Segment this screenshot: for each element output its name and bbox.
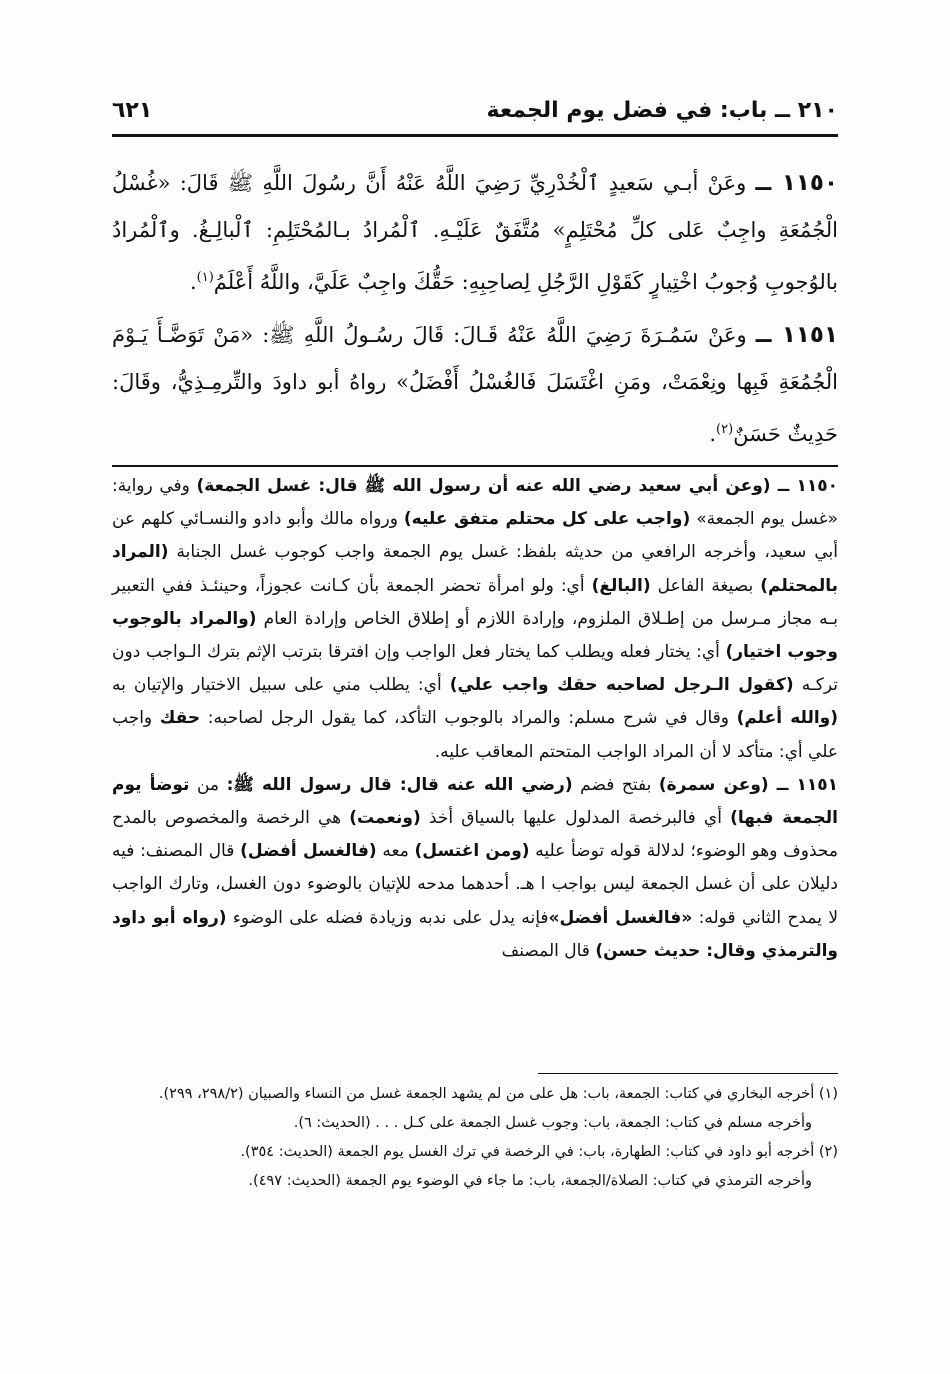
commentary-quote: توضأ يوم الجمعة فبها) bbox=[112, 774, 839, 829]
commentary-text: واجب علي أي: متأكد لا أن المراد الواجب المتحتم المعاقب عليه. bbox=[112, 708, 838, 762]
commentary-text: قال المصنف bbox=[501, 940, 596, 961]
commentary-text: فإنه يدل على ندبه وزيادة فضله على الوضوء bbox=[226, 907, 549, 928]
commentary bbox=[112, 470, 838, 968]
commentary-quote: (ونعمت) bbox=[349, 808, 421, 829]
commentary-text: بفتح فضم bbox=[572, 774, 659, 795]
commentary-1150 bbox=[112, 470, 838, 769]
commentary-quote: ١١٥٠ ــ bbox=[770, 476, 838, 496]
commentary-1151 bbox=[112, 769, 838, 968]
hadith-1151: ١١٥١ ــ وعَنْ سَمُـرَةَ رَضِيَ اللَّهُ عَنْهُ قَـالَ: قَالَ رسُـولُ اللَّهِ ﷺ: «مَنْ تَوَضَّـأَ يَـوْمَ الْجُمُعَةِ فَبِها ونِعْمَتْ، ومَنِ اغْتَسَلَ فَالغُسْلُ أَفْضَلُ» رواهُ أبو داودَ والتِّرمِـذِيُّ، وقَالَ: حَدِيثٌ حَسَنٌ$^{(٢)}$. bbox=[112, 322, 838, 446]
commentary-quote: (وعن أبي سعيد رضي الله عنه أن رسول الله ﷺ قال: غسل الجمعة) bbox=[196, 476, 771, 496]
commentary-text: وفي رواية: «غسل يوم الجمعة» bbox=[112, 476, 838, 530]
commentary-quote: «فالغسل أفضل» bbox=[548, 907, 693, 928]
hadith-number: ١١٥١ ــ bbox=[755, 322, 838, 348]
commentary-text: معه bbox=[376, 841, 415, 862]
commentary-quote: (وعن سمرة) bbox=[658, 774, 769, 795]
hadith-1150: ١١٥٠ ــ وعَنْ أبـي سَعيدٍ ٱلْخُدْرِيِّ رَضِيَ اللَّهُ عَنْهُ أَنَّ رسُولَ اللَّهِ ﷺ قَالَ: «غُسْلُ الْجُمُعَةِ واجِبٌ عَلى كلِّ مُحْتَلِمٍ» مُتَّفَقٌ عَلَيْـهِ. ٱلْمُرادُ بـالمُحْتَلِمِ: ٱلْبالِـغُ. وٱلْمُرادُ بالوُجوبِ وُجوبُ اخْتِيارٍ كَقَوْلِ الرَّجُلِ لِصاحِبِهِ: حَقُّكَ واجِبٌ عَلَيَّ، واللَّهُ أَعْلَمُ$^{(١)}$. bbox=[112, 170, 838, 294]
commentary-text: قال المصنف: فيه دليلان على أن غسل الجمعة ليس بواجب ا هـ. أحدهما مدحه للإتيان بالوضوء دون الغسل، وتارك الواجب لا يمدح الثاني قوله: bbox=[112, 841, 839, 928]
commentary-text: بصيغة الفاعل bbox=[650, 575, 761, 596]
commentary-quote: (واجب على كل محتلم متفق عليه) bbox=[403, 509, 691, 530]
footnote-1: (١) أخرجه البخاري في كتاب: الجمعة، باب: هل على من لم يشهد الجمعة غسل من النساء والصبيان (٢٩٨/٢، ٢٩٩). bbox=[158, 1086, 838, 1102]
hadith-text bbox=[112, 160, 838, 464]
commentary-text: ورواه مالك وأبو دادو والنسـائي كلهم عن أبي سعيد، وأخرجه الرافعي من حديثه بلفظ: غسل يوم الجمعة واجب كوجوب غسل الجنابة bbox=[112, 509, 838, 563]
hadith-body: وعَنْ أبـي سَعيدٍ ٱلْخُدْرِيِّ رَضِيَ اللَّهُ عَنْهُ أَنَّ رسُولَ اللَّهِ ﷺ قَالَ: «غُسْلُ الْجُمُعَةِ واجِبٌ عَلى كلِّ مُحْتَلِمٍ» مُتَّفَقٌ عَلَيْـهِ. ٱلْمُرادُ بـالمُحْتَلِمِ: ٱلْبالِـغُ. وٱلْمُرادُ بالوُجوبِ وُجوبُ اخْتِيارٍ كَقَوْلِ الرَّجُلِ لِصاحِبِهِ: حَقُّكَ واجِبٌ عَلَيَّ، واللَّهُ أَعْلَمُ bbox=[112, 171, 838, 294]
commentary-quote: (رواه أبو داود والترمذي وقال: حديث حسن) bbox=[112, 907, 838, 961]
commentary-text: وقال في شرح مسلم: والمراد بالوجوب التأكد، كما يقول الرجل لصاحبه: bbox=[200, 708, 737, 729]
hadith-number: ١١٥٠ ــ bbox=[755, 170, 838, 196]
footnote-ref[interactable]: (٢) bbox=[716, 422, 734, 437]
commentary-quote: (البالغ) bbox=[591, 575, 651, 596]
commentary-quote: (والمراد بالوجوب وجوب اختيار) bbox=[112, 608, 838, 663]
commentary-text: أي: ولو امرأة تحضر الجمعة بأن كـانت عجوزاً، وحينئـذ ففي التعبير بـه مجاز مـرسل من إطـلاق الملزوم، وإرادة اللازم أو إطلاق الخاص وإرادة العام bbox=[112, 575, 838, 629]
footnote-separator bbox=[538, 1073, 838, 1074]
chapter-title: ٢١٠ ــ باب: في فضل يوم الجمعة bbox=[486, 98, 838, 123]
commentary-text: هي الرخصة والمخصوص بالمدح محذوف وهو الوضوء؛ لدلالة قوله توضأ عليه bbox=[112, 808, 839, 862]
commentary-text: أي فالبرخصة المدلول عليها بالسياق أخذ bbox=[420, 808, 731, 829]
commentary-quote: حقك bbox=[159, 708, 201, 729]
commentary-quote: (رضي الله عنه قال: قال رسول الله ﷺ: bbox=[226, 774, 573, 795]
commentary-text: من bbox=[189, 774, 227, 795]
commentary-quote: (كقول الـرجل لصاحبه حقك واجب علي) bbox=[449, 675, 794, 696]
commentary-quote: (فالغسل أفضل) bbox=[240, 841, 377, 862]
commentary-text: أي: يختار فعله ويطلب كما يختار فعل الواجب وإن افترقا بترتب الإثم بترك الـواجب دون تركـه bbox=[112, 642, 838, 696]
running-header bbox=[112, 92, 838, 132]
commentary-quote: (والله أعلم) bbox=[736, 708, 838, 729]
commentary-quote: ١١٥١ ــ bbox=[768, 774, 838, 795]
hadith-body: وعَنْ سَمُـرَةَ رَضِيَ اللَّهُ عَنْهُ قَـالَ: قَالَ رسُـولُ اللَّهِ ﷺ: «مَنْ تَوَضَّـأَ يَـوْمَ الْجُمُعَةِ فَبِها ونِعْمَتْ، ومَنِ اغْتَسَلَ فَالغُسْلُ أَفْضَلُ» رواهُ أبو داودَ والتِّرمِـذِيُّ، وقَالَ: حَدِيثٌ حَسَنٌ bbox=[112, 323, 838, 446]
commentary-text: أي: يطلب مني على سبيل الاختيار والإتيان به bbox=[112, 675, 450, 696]
commentary-quote: (المراد بالمحتلم) bbox=[112, 542, 838, 596]
footnote-ref[interactable]: (١) bbox=[196, 270, 214, 285]
footnote-2-cont: وأخرجه الترمذي في كتاب: الصلاة/الجمعة، باب: ما جاء في الوضوء يوم الجمعة (الحديث: ٤٩٧). bbox=[248, 1173, 812, 1189]
commentary-quote: (ومن اغتسل) bbox=[414, 841, 530, 862]
footnote-1-cont: وأخرجه مسلم في كتاب: الجمعة، باب: وجوب غسل الجمعة على كـل . . . (الحديث: ٦). bbox=[293, 1115, 812, 1131]
commentary-separator bbox=[112, 465, 838, 467]
header-rule bbox=[112, 134, 838, 137]
footnote-2: (٢) أخرجه أبو داود في كتاب: الطهارة، باب: في الرخصة في ترك الغسل يوم الجمعة (الحديث: ٣٥٤). bbox=[240, 1144, 838, 1160]
footnotes bbox=[112, 1080, 838, 1196]
page-number: ٦٢١ bbox=[112, 98, 153, 123]
